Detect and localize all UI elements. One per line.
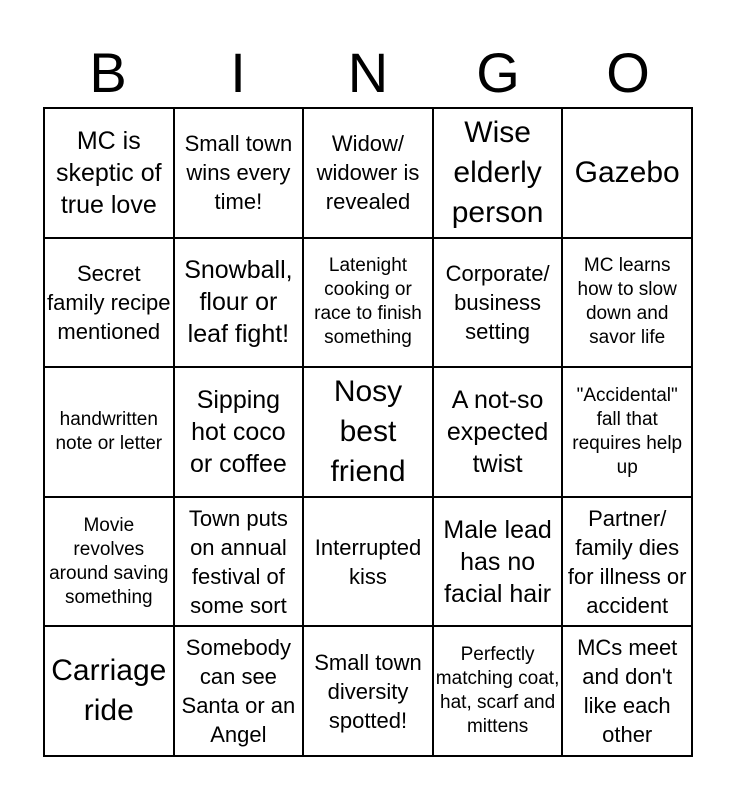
bingo-cell[interactable]: Wise elderly person [433, 108, 563, 238]
header-letter-o: O [606, 41, 650, 104]
bingo-cell[interactable]: Somebody can see Santa or an Angel [174, 626, 304, 756]
header-letter-g: G [476, 41, 520, 104]
bingo-cell[interactable]: Corporate/ business setting [433, 238, 563, 368]
bingo-cell[interactable]: Movie revolves around saving something [44, 497, 174, 627]
bingo-cell[interactable]: Small town wins every time! [174, 108, 304, 238]
bingo-cell[interactable]: MCs meet and don't like each other [562, 626, 692, 756]
bingo-cell[interactable]: handwritten note or letter [44, 367, 174, 497]
bingo-cell[interactable]: Male lead has no facial hair [433, 497, 563, 627]
header-letter-b: B [89, 41, 127, 104]
bingo-cell[interactable]: Widow/ widower is revealed [303, 108, 433, 238]
bingo-cell[interactable]: Interrupted kiss [303, 497, 433, 627]
bingo-cell[interactable]: Snowball, flour or leaf fight! [174, 238, 304, 368]
bingo-cell[interactable]: Nosy best friend [303, 367, 433, 497]
bingo-cell[interactable]: Partner/ family dies for illness or accident [562, 497, 692, 627]
bingo-board [43, 107, 693, 757]
bingo-cell[interactable]: Perfectly matching coat, hat, scarf and mittens [433, 626, 563, 756]
bingo-cell[interactable]: MC is skeptic of true love [44, 108, 174, 238]
bingo-cell[interactable]: Carriage ride [44, 626, 174, 756]
bingo-cell[interactable]: MC learns how to slow down and savor life [562, 238, 692, 368]
header-letter-i: I [230, 41, 246, 104]
bingo-cell[interactable]: Town puts on annual festival of some sort [174, 497, 304, 627]
bingo-cell[interactable]: Gazebo [562, 108, 692, 238]
bingo-cell[interactable]: Latenight cooking or race to finish something [303, 238, 433, 368]
bingo-cell[interactable]: Sipping hot coco or coffee [174, 367, 304, 497]
bingo-header [43, 40, 693, 106]
bingo-cell[interactable]: "Accidental" fall that requires help up [562, 367, 692, 497]
bingo-cell[interactable]: Small town diversity spotted! [303, 626, 433, 756]
header-letter-n: N [347, 41, 389, 104]
bingo-cell[interactable]: A not-so expected twist [433, 367, 563, 497]
bingo-cell[interactable]: Secret family recipe mentioned [44, 238, 174, 368]
